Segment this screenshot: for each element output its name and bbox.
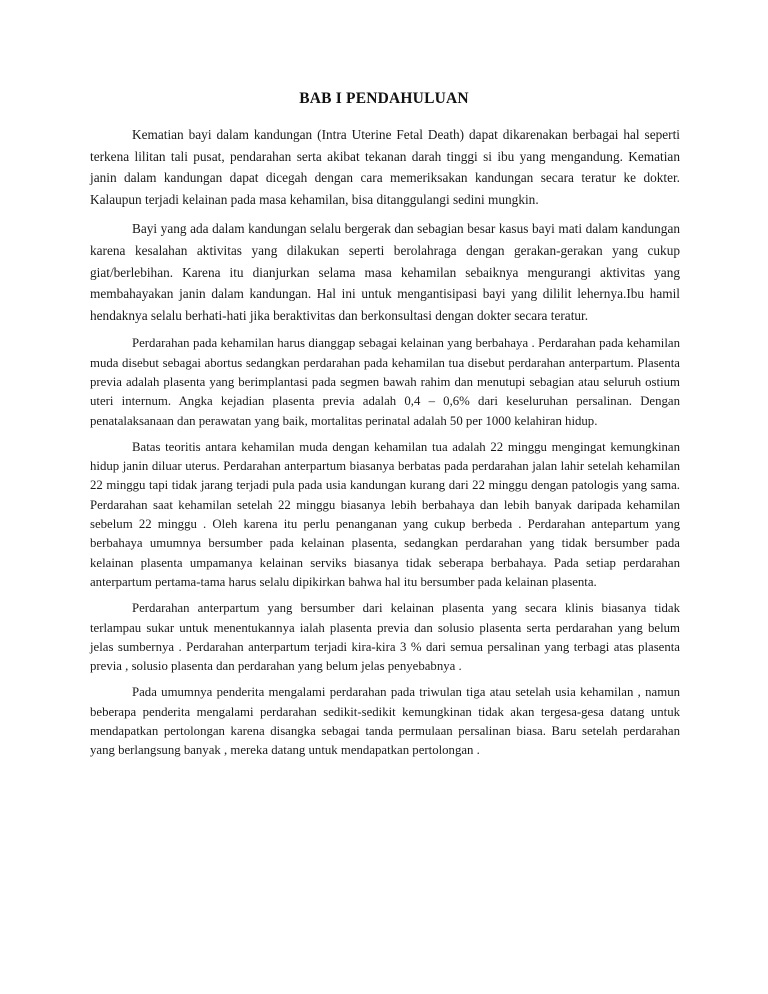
paragraph-1: Kematian bayi dalam kandungan (Intra Uterine Fetal Death) dapat dikarenakan berbagai hal seperti terkena lilitan tali pusat, pendarahan serta akibat tekanan darah tinggi si ibu yang mengandung. Kematian janin dalam kandungan dapat dicegah dengan cara memeriksakan kandungan secara teratur ke dokter. Kalaupun terjadi kelainan pada masa kehamilan, bisa ditanggulangi sedini mungkin. [90,127,680,207]
paragraph-6: Pada umumnya penderita mengalami perdarahan pada triwulan tiga atau setelah usia kehamilan , namun beberapa penderita mengalami perdarahan sedikit-sedikit kemungkinan tidak akan tergesa-gesa datang untuk mendapatkan pertolongan karena disangka sebagai tanda permulaan persalinan biasa. Baru setelah perdarahan yang berlangsung banyak , mereka datang untuk mendapatkan pertolongan . [90,685,680,758]
paragraph-3: Perdarahan pada kehamilan harus dianggap sebagai kelainan yang berbahaya . Perdarahan pada kehamilan muda disebut sebagai abortus sedangkan perdarahan pada kehamilan tua disebut perdarahan anterpartum. Plasenta previa adalah plasenta yang berimplantasi pada segmen bawah rahim dan menutupi sebagian atau seluruh ostium uteri internum. Angka kejadian plasenta previa adalah 0,4 – 0,6% dari keseluruhan persalinan. Dengan penatalaksanaan dan perawatan yang baik, mortalitas perinatal adalah 50 per 1000 kelahiran hidup. [90,336,680,428]
paragraph-2: Bayi yang ada dalam kandungan selalu bergerak dan sebagian besar kasus bayi mati dalam kandungan karena kesalahan aktivitas yang dilakukan seperti berolahraga dengan gerakan-gerakan yang cukup giat/berlebihan. Karena itu dianjurkan selama masa kehamilan sebaiknya mengurangi aktivitas yang membahayakan janin dalam kandungan. Hal ini untuk mengantisipasi bayi yang dililit lehernya.Ibu hamil hendaknya selalu berhati-hati jika beraktivitas dan berkonsultasi dengan dokter secara teratur. [90,221,680,323]
paragraph-5: Perdarahan anterpartum yang bersumber dari kelainan plasenta yang secara klinis biasanya tidak terlampau sukar untuk menentukannya ialah plasenta previa dan solusio plasenta serta perdarahan yang belum jelas sumbernya . Perdarahan anterpartum terjadi kira-kira 3 % dari semua persalinan yang terbagi atas plasenta previa , solusio plasenta dan perdarahan yang belum jelas penyebabnya . [90,601,680,674]
document-body [90,124,680,768]
page-title: BAB I PENDAHULUAN [299,90,469,107]
paragraph-4: Batas teoritis antara kehamilan muda dengan kehamilan tua adalah 22 minggu mengingat kemungkinan hidup janin diluar uterus. Perdarahan anterpartum biasanya berbatas pada perdarahan jalan lahir setelah kehamilan 22 minggu tapi tidak jarang terjadi pula pada usia kandungan kurang dari 22 minggu dengan patologis yang sama. Perdarahan saat kehamilan setelah 22 minggu biasanya lebih berbahaya dan lebih banyak daripada kehamilan sebelum 22 minggu . Oleh karena itu perlu penanganan yang cukup berbeda . Perdarahan antepartum yang berbahaya umumnya bersumber pada kelainan plasenta, sedangkan perdarahan yang tidak bersumber pada kelainan plasenta umpamanya kelainan serviks biasanya tidak seberapa berbahaya. Pada setiap perdarahan anterpartum pertama-tama harus selalu dipikirkan bahwa hal itu bersumber pada kelainan plasenta. [90,439,680,589]
